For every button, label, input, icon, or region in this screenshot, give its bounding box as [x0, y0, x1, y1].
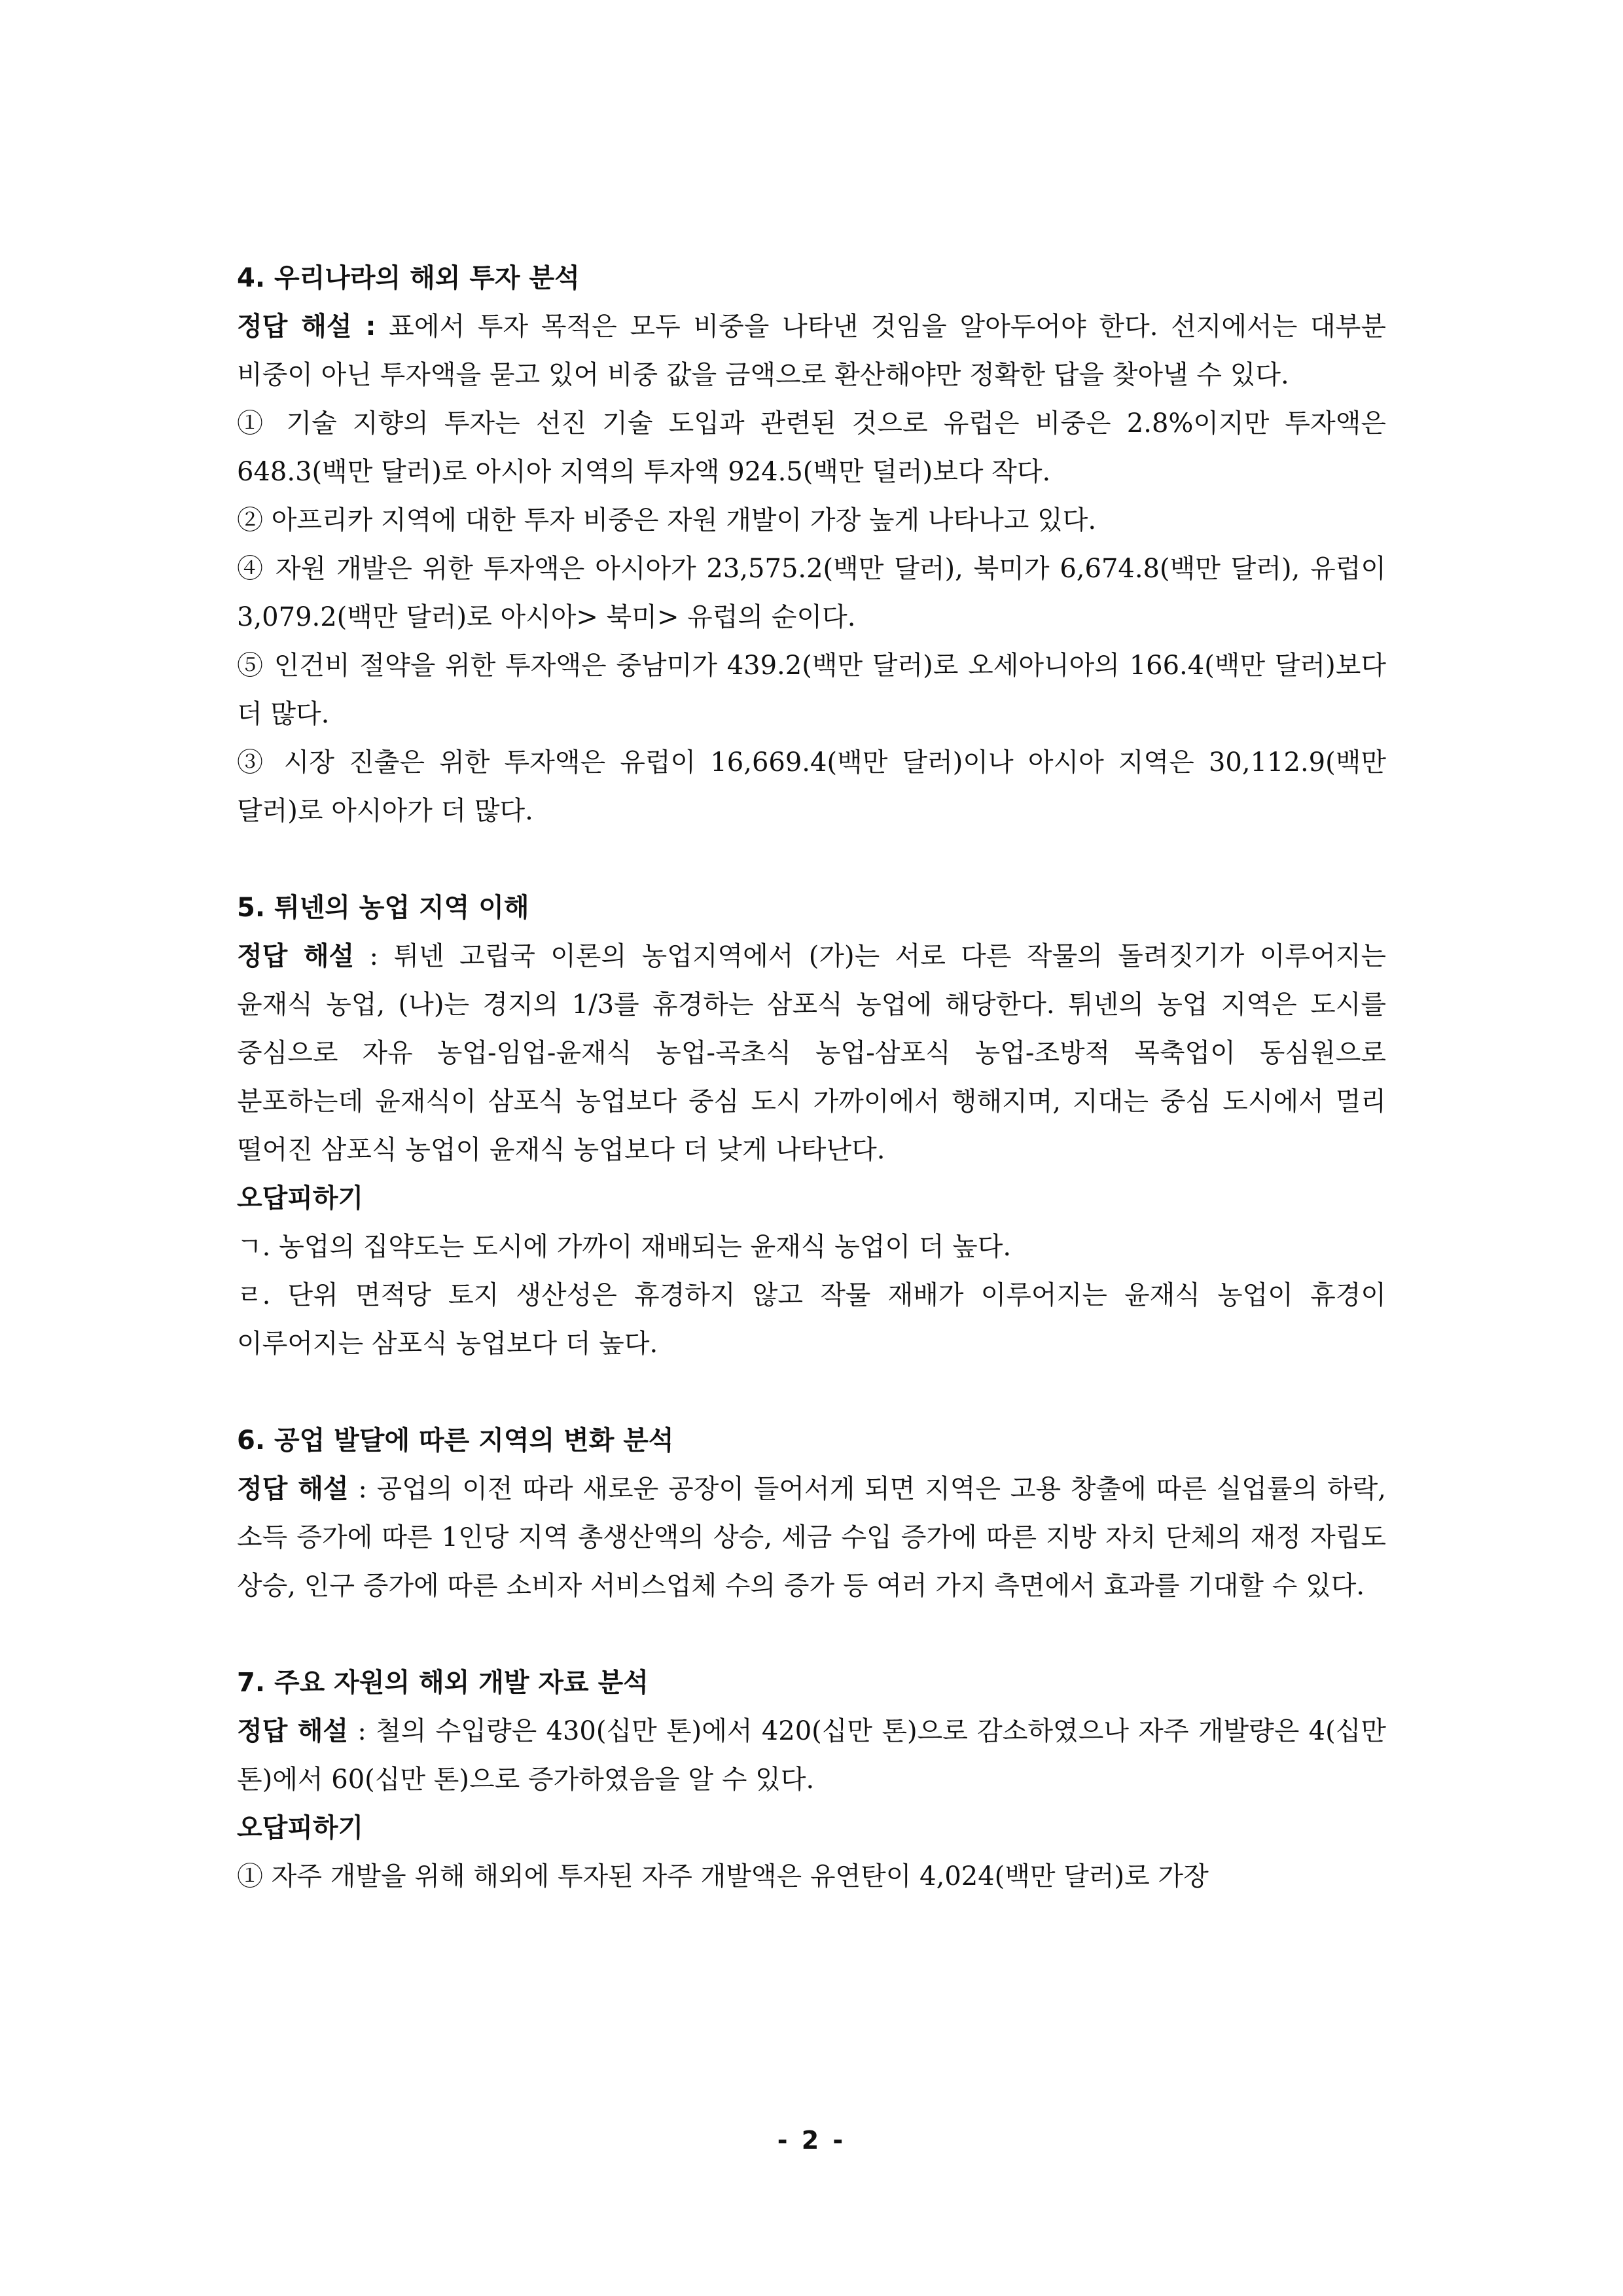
answer-explanation [237, 1707, 1386, 1804]
answer-explanation [237, 302, 1386, 399]
answer-label: 정답 해설 : [237, 312, 376, 342]
choice-item: ③ 시장 진출은 위한 투자액은 유럽이 16,669.4(백만 달러)이나 아시아 지역은 30,112.9(백만 달러)로 아시아가 더 많다. [237, 747, 1386, 826]
answer-text: 표에서 투자 목적은 모두 비중을 나타낸 것임을 알아두어야 한다. 선지에서는 대부분 비중이 아닌 투자액을 묻고 있어 비중 값을 금액으로 환산해야만 정확한 답을 찾아낼 수 있다. [237, 312, 1386, 390]
section-5 [237, 884, 1386, 1368]
section-heading: 6. 공업 발달에 따른 지역의 변화 분석 [237, 1426, 674, 1456]
wrong-answer-item: ① 자주 개발을 위해 해외에 투자된 자주 개발액은 유연탄이 4,024(백만 달러)로 가장 [237, 1861, 1209, 1892]
wrong-answer-item: ㄹ. 단위 면적당 토지 생산성은 휴경하지 않고 작물 재배가 이루어지는 윤재식 농업이 휴경이 이루어지는 삼포식 농업보다 더 높다. [237, 1280, 1386, 1359]
choice-item: ② 아프리카 지역에 대한 투자 비중은 자원 개발이 가장 높게 나타나고 있다. [237, 505, 1097, 535]
wrong-answer-heading: 오답피하기 [237, 1813, 364, 1843]
answer-text: : 튀넨 고립국 이론의 농업지역에서 (가)는 서로 다른 작물의 돌려짓기가 이루어지는 윤재식 농업, (나)는 경지의 1/3를 휴경하는 삼포식 농업에 해당한다. 튀넨의 농업 지역은 도시를 중심으로 자유 농업-임업-윤재식 농업-곡초식 농업-삼포식 농업-조방적 목축업이 동심원으로 분포하는데 윤재식이 삼포식 농업보다 중심 도시 가까이에서 행해지며, 지대는 중심 도시에서 멀리 떨어진 삼포식 농업이 윤재식 농업보다 더 낮게 나타난다. [237, 941, 1386, 1165]
answer-explanation [237, 932, 1386, 1174]
section-heading: 4. 우리나라의 해외 투자 분석 [237, 263, 580, 293]
section-6 [237, 1416, 1386, 1610]
answer-text: : 공업의 이전 따라 새로운 공장이 들어서게 되면 지역은 고용 창출에 따른 실업률의 하락, 소득 증가에 따른 1인당 지역 총생산액의 상승, 세금 수입 증가에 따른 지방 자치 단체의 재정 자립도 상승, 인구 증가에 따른 소비자 서비스업체 수의 증가 등 여러 가지 측면에서 효과를 기대할 수 있다. [237, 1474, 1386, 1601]
answer-label: 정답 해설 [237, 1716, 349, 1746]
section-heading: 5. 튀넨의 농업 지역 이해 [237, 893, 529, 923]
section-heading: 7. 주요 자원의 해외 개발 자료 분석 [237, 1668, 649, 1698]
section-4 [237, 254, 1386, 835]
choice-item: ④ 자원 개발은 위한 투자액은 아시아가 23,575.2(백만 달러), 북미가 6,674.8(백만 달러), 유럽이 3,079.2(백만 달러)로 아시아> 북미> 유럽의 순이다. [237, 554, 1386, 632]
answer-label: 정답 해설 [237, 1474, 349, 1504]
answer-explanation [237, 1465, 1386, 1610]
choice-item: ① 기술 지향의 투자는 선진 기술 도입과 관련된 것으로 유럽은 비중은 2.8%이지만 투자액은 648.3(백만 달러)로 아시아 지역의 투자액 924.5(백만 덜러)보다 작다. [237, 408, 1386, 487]
page-content [237, 254, 1386, 1901]
answer-text: : 철의 수입량은 430(십만 톤)에서 420(십만 톤)으로 감소하였으나 자주 개발량은 4(십만 톤)에서 60(십만 톤)으로 증가하였음을 알 수 있다. [237, 1716, 1386, 1795]
wrong-answer-item: ㄱ. 농업의 집약도는 도시에 가까이 재배되는 윤재식 농업이 더 높다. [237, 1232, 1012, 1262]
choice-item: ⑤ 인건비 절약을 위한 투자액은 중남미가 439.2(백만 달러)로 오세아니아의 166.4(백만 달러)보다 더 많다. [237, 651, 1386, 729]
section-7 [237, 1659, 1386, 1901]
answer-label: 정답 해설 [237, 941, 355, 971]
page-number: - 2 - [777, 2126, 846, 2155]
wrong-answer-heading: 오답피하기 [237, 1183, 364, 1213]
